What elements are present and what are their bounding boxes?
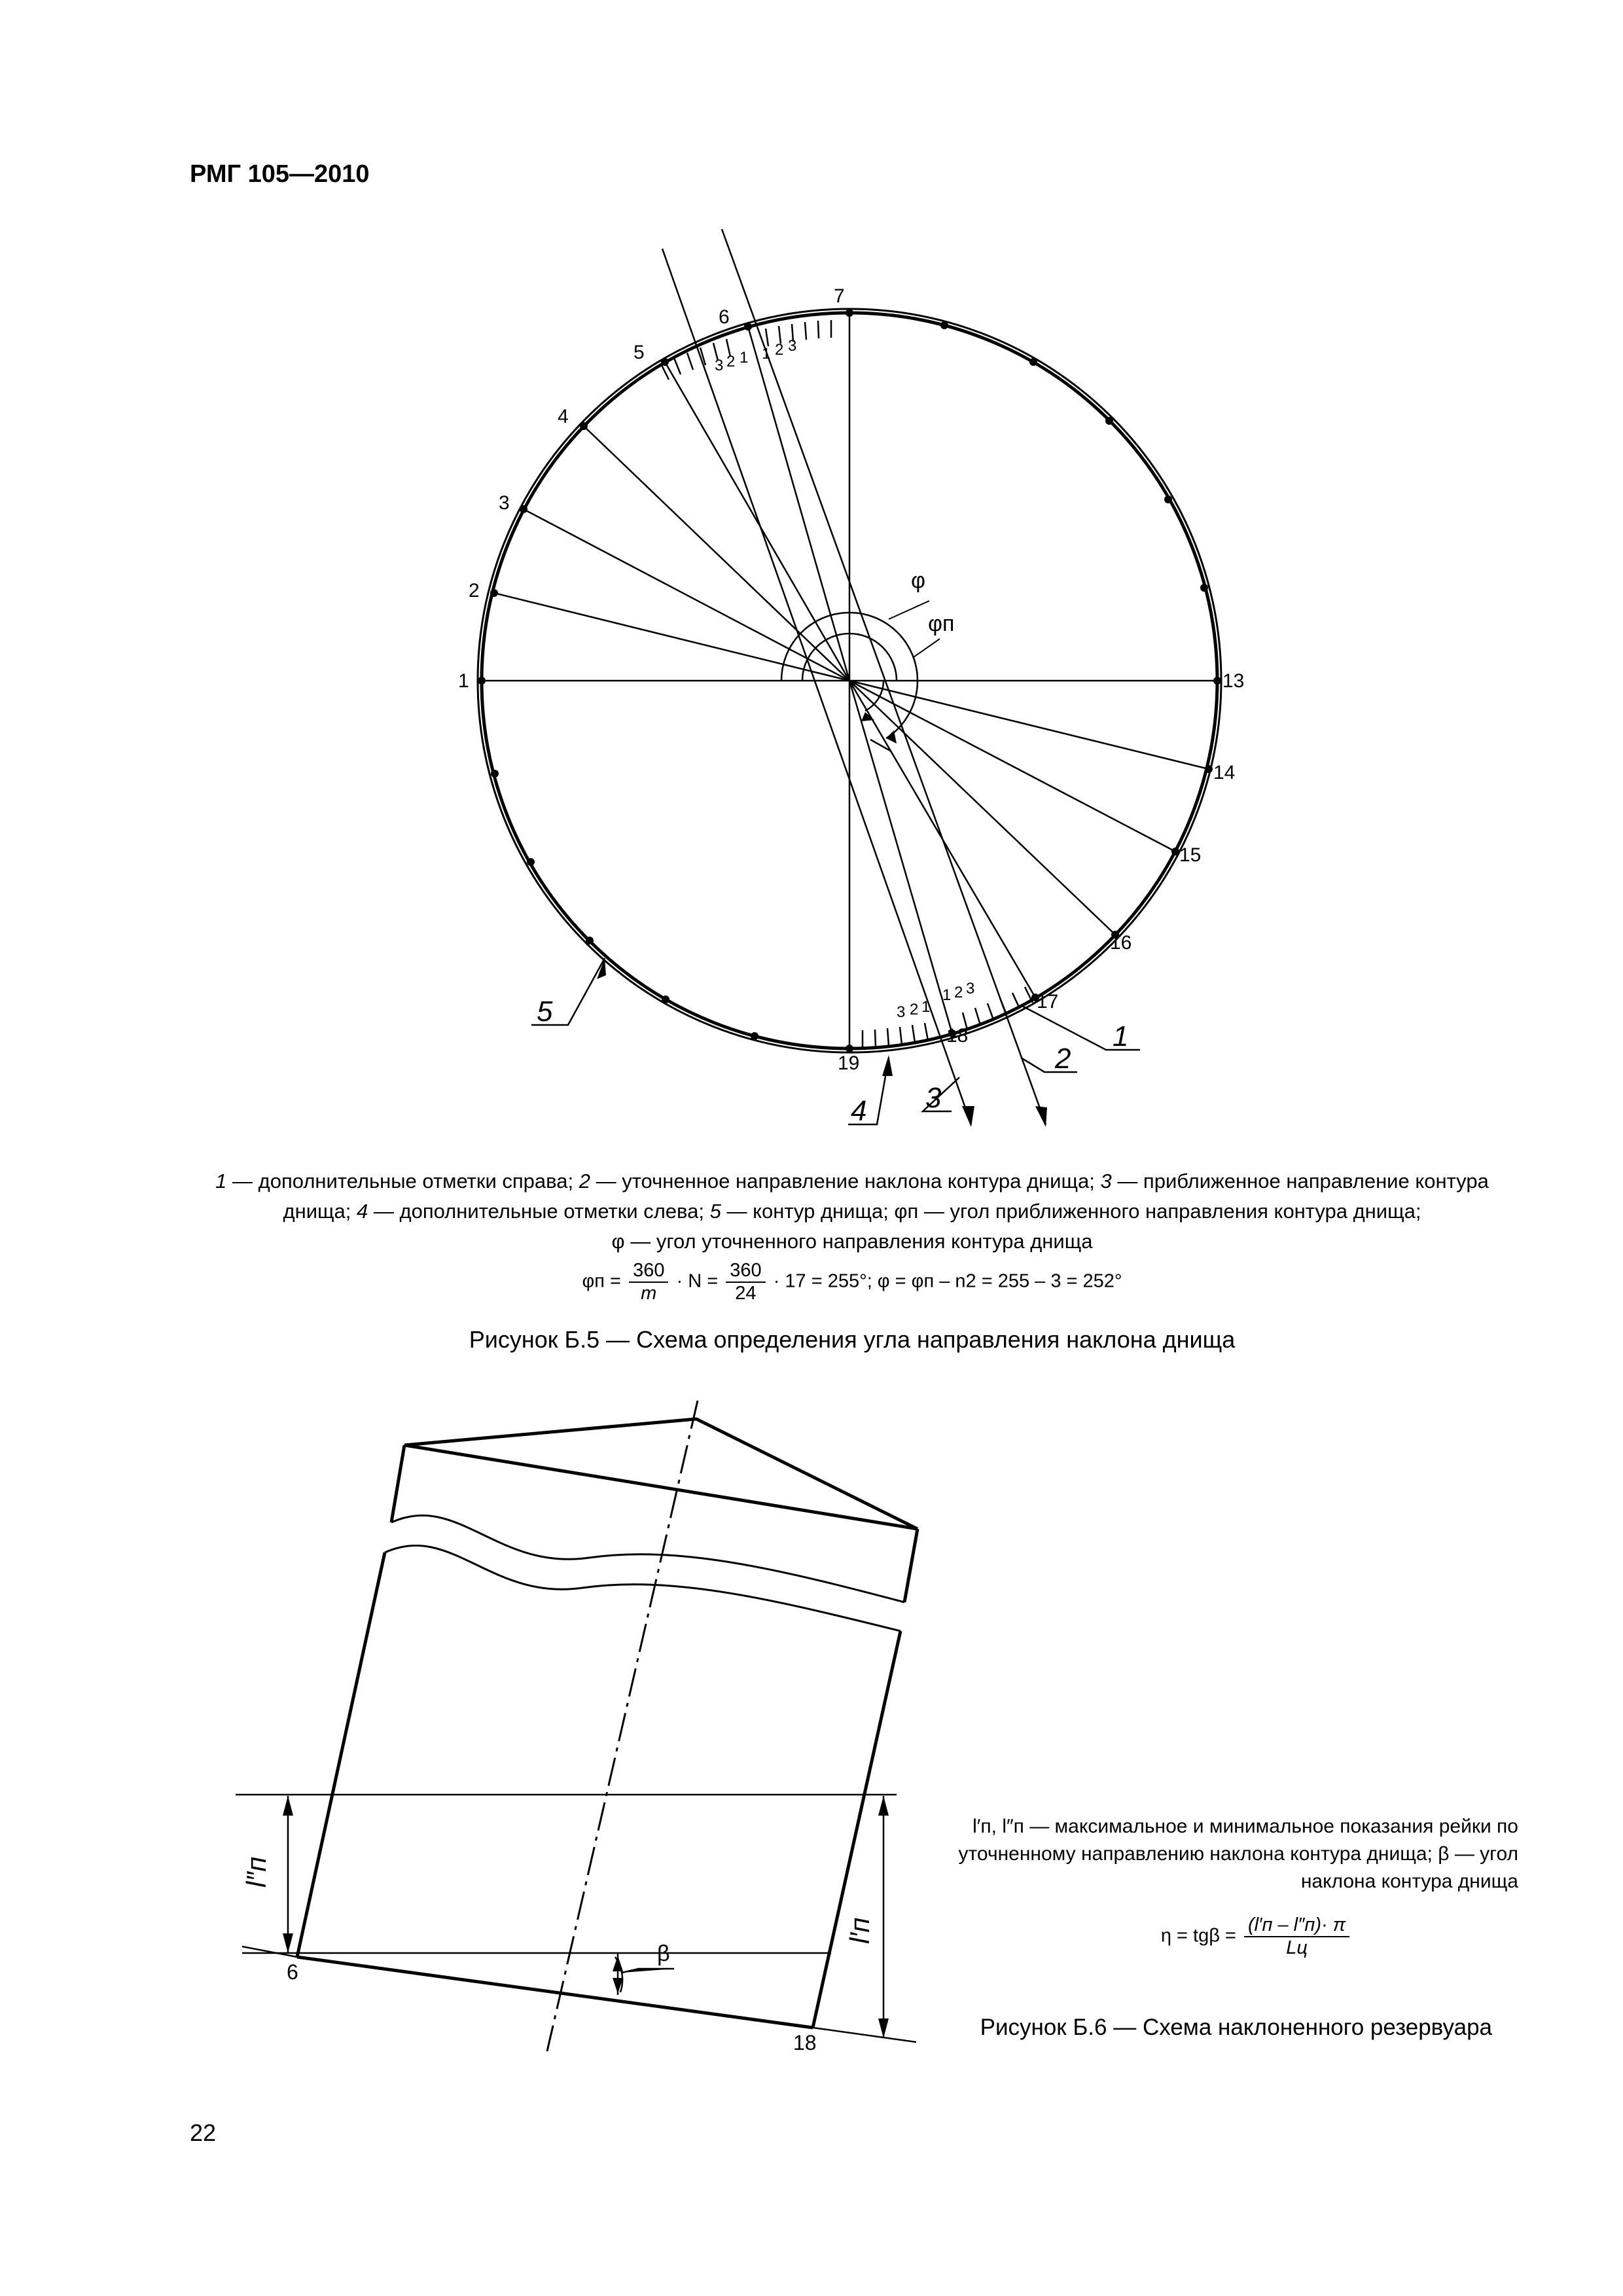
- callout-number: 3: [925, 1082, 942, 1114]
- point-label: 19: [838, 1052, 860, 1074]
- point-label: 6: [719, 306, 730, 328]
- point-label: 1: [458, 670, 469, 692]
- figure-b5-caption: Рисунок Б.5 — Схема определения угла направления наклона днища: [469, 1326, 1236, 1353]
- l-double-prime-label: l″п: [241, 1856, 272, 1888]
- callout-number: 5: [537, 996, 553, 1028]
- tick-number: 2: [775, 341, 784, 359]
- point-label: 16: [1110, 932, 1132, 954]
- point-label: 2: [469, 580, 480, 601]
- point-label: 13: [1222, 670, 1245, 692]
- tick-number: 1: [942, 986, 952, 1004]
- l-prime-label: l′п: [844, 1917, 875, 1944]
- tick-number: 2: [954, 984, 963, 1001]
- point-6-label: 6: [287, 1960, 298, 1984]
- callout-number: 1: [1113, 1020, 1129, 1052]
- point-label: 7: [834, 285, 845, 307]
- tick-number: 1: [762, 345, 771, 363]
- figure-b6-formula: η = tgβ = $\frac{(l'п - l''п)\cdot \pi}{Lц}$: [1113, 1914, 1400, 1959]
- point-label: 5: [633, 342, 645, 363]
- beta-label: β: [657, 1941, 670, 1966]
- point-18-label: 18: [793, 2031, 817, 2054]
- callout-number: 2: [1055, 1043, 1071, 1075]
- figure-b5-formula: φп = $\frac{360}{m}$ · N = $\frac{360}{24}$ · 17 = 255°; φ = φп – n2 = 255 – 3 = 252°: [582, 1260, 1122, 1304]
- tick-number: 3: [715, 357, 724, 374]
- callout-number: 4: [851, 1095, 867, 1127]
- page-number: 22: [190, 2119, 217, 2146]
- point-label: 17: [1037, 991, 1059, 1013]
- tick-number: 3: [788, 337, 797, 355]
- point-label: 14: [1213, 762, 1236, 783]
- tick-number: 2: [726, 353, 736, 370]
- tick-number: 3: [897, 1003, 906, 1021]
- point-label: 15: [1179, 844, 1202, 866]
- point-label: 3: [499, 492, 510, 514]
- tick-number: 1: [921, 998, 931, 1016]
- angle-phi-label: φ: [911, 568, 926, 593]
- figure-b5-legend: 1 — дополнительные отметки справа; 2 — уточненное направление наклона контура днища; 3 — приближенное направление контура днища; 4 — дополнительные отметки слева; 5 — контур днища; φп — угол приближенного направления контура днища; φ — угол уточненного направления контура днища: [215, 1170, 1489, 1253]
- tick-number: 2: [910, 1001, 919, 1018]
- figure-b6-caption: Рисунок Б.6 — Схема наклоненного резервуара: [980, 2015, 1492, 2040]
- figure-b6-legend: l′п, l″п — максимальное и минимальное показания рейки по уточненному направлению наклона контура днища; β — угол наклона контура днища: [958, 1816, 1518, 1892]
- point-label: 4: [558, 406, 569, 427]
- point-label: 18: [946, 1025, 969, 1047]
- tick-number: 3: [966, 980, 975, 997]
- document-code: РМГ 105—2010: [190, 160, 370, 188]
- legend-phi: φ — угол уточненного направления контура днища: [611, 1230, 1093, 1253]
- tick-number: 1: [740, 349, 749, 367]
- angle-phi-p-label: φп: [928, 611, 955, 636]
